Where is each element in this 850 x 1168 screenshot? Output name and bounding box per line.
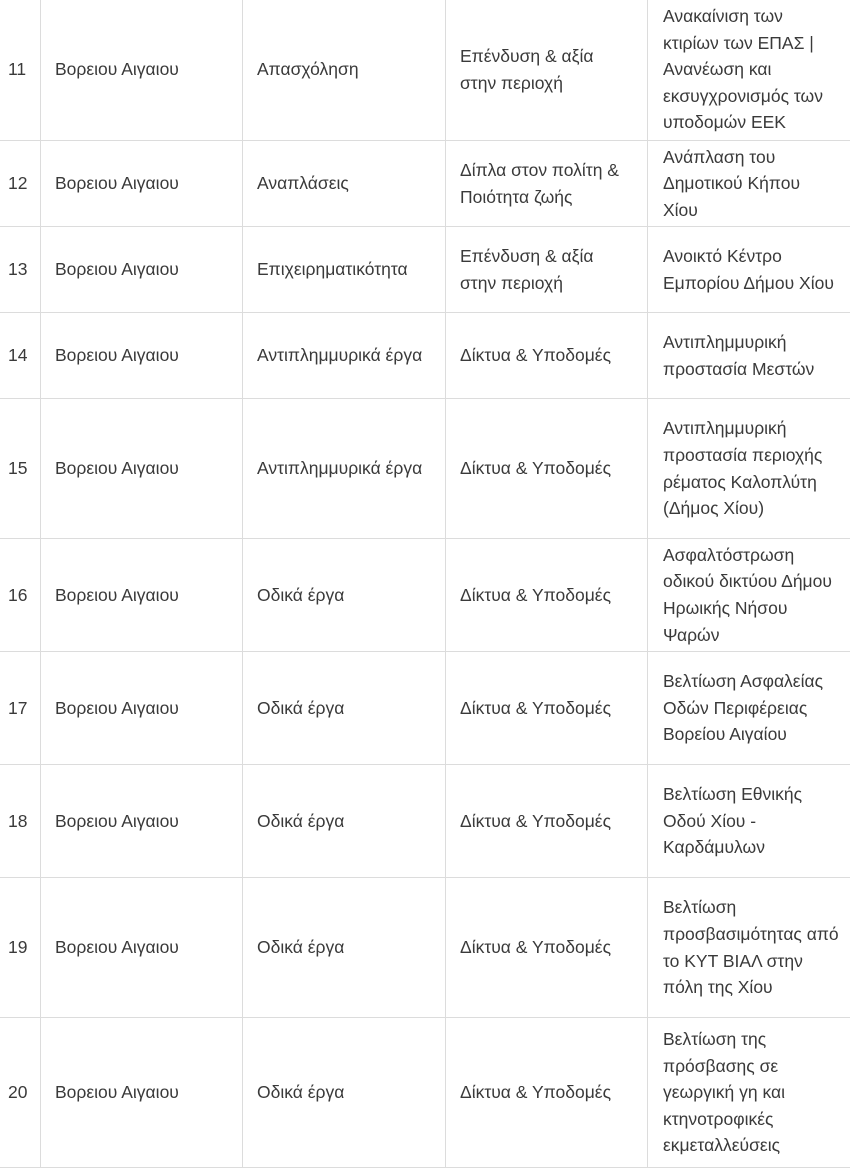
- region-cell: Βορειου Αιγαιου: [41, 227, 243, 313]
- project-title-cell: Αντιπλημμυρική προστασία περιοχής ρέματος Καλοπλύτη (Δήμος Χίου): [648, 399, 850, 539]
- category-cell: Αναπλάσεις: [243, 141, 446, 227]
- row-number: 11: [0, 0, 41, 141]
- axis-cell: Δίκτυα & Υποδομές: [446, 399, 648, 539]
- row-number: 13: [0, 227, 41, 313]
- category-cell: Επιχειρηματικότητα: [243, 227, 446, 313]
- row-number: 19: [0, 878, 41, 1018]
- table-row: [0, 313, 850, 399]
- table-row: [0, 0, 850, 141]
- row-number: 14: [0, 313, 41, 399]
- category-cell: Αντιπλημμυρικά έργα: [243, 399, 446, 539]
- row-number: 12: [0, 141, 41, 227]
- region-cell: Βορειου Αιγαιου: [41, 1018, 243, 1168]
- region-cell: Βορειου Αιγαιου: [41, 141, 243, 227]
- table-row: [0, 227, 850, 313]
- axis-cell: Δίκτυα & Υποδομές: [446, 539, 648, 652]
- axis-cell: Δίκτυα & Υποδομές: [446, 652, 648, 765]
- row-number: 20: [0, 1018, 41, 1168]
- table-row: [0, 1018, 850, 1168]
- table-row: [0, 141, 850, 227]
- project-title-cell: Ασφαλτόστρωση οδικού δικτύου Δήμου Ηρωικής Νήσου Ψαρών: [648, 539, 850, 652]
- axis-cell: Επένδυση & αξία στην περιοχή: [446, 227, 648, 313]
- region-cell: Βορειου Αιγαιου: [41, 399, 243, 539]
- table-row: [0, 399, 850, 539]
- row-number: 15: [0, 399, 41, 539]
- region-cell: Βορειου Αιγαιου: [41, 652, 243, 765]
- project-title-cell: Βελτίωση Εθνικής Οδού Χίου - Καρδάμυλων: [648, 765, 850, 878]
- category-cell: Οδικά έργα: [243, 878, 446, 1018]
- category-cell: Οδικά έργα: [243, 1018, 446, 1168]
- row-number: 17: [0, 652, 41, 765]
- region-cell: Βορειου Αιγαιου: [41, 0, 243, 141]
- project-title-cell: Ανάπλαση του Δημοτικού Κήπου Χίου: [648, 141, 850, 227]
- category-cell: Οδικά έργα: [243, 539, 446, 652]
- axis-cell: Επένδυση & αξία στην περιοχή: [446, 0, 648, 141]
- region-cell: Βορειου Αιγαιου: [41, 539, 243, 652]
- project-title-cell: Βελτίωση της πρόσβασης σε γεωργική γη και κτηνοτροφικές εκμεταλλεύσεις: [648, 1018, 850, 1168]
- project-title-cell: Ανοικτό Κέντρο Εμπορίου Δήμου Χίου: [648, 227, 850, 313]
- region-cell: Βορειου Αιγαιου: [41, 313, 243, 399]
- axis-cell: Δίκτυα & Υποδομές: [446, 765, 648, 878]
- project-title-cell: Αντιπλημμυρική προστασία Μεστών: [648, 313, 850, 399]
- category-cell: Οδικά έργα: [243, 652, 446, 765]
- table-row: [0, 539, 850, 652]
- axis-cell: Δίκτυα & Υποδομές: [446, 313, 648, 399]
- table-row: [0, 652, 850, 765]
- row-number: 18: [0, 765, 41, 878]
- category-cell: Αντιπλημμυρικά έργα: [243, 313, 446, 399]
- table-row: [0, 878, 850, 1018]
- region-cell: Βορειου Αιγαιου: [41, 878, 243, 1018]
- axis-cell: Δίκτυα & Υποδομές: [446, 878, 648, 1018]
- table-row: [0, 765, 850, 878]
- category-cell: Απασχόληση: [243, 0, 446, 141]
- region-cell: Βορειου Αιγαιου: [41, 765, 243, 878]
- project-title-cell: Βελτίωση προσβασιμότητας από το ΚΥΤ ΒΙΑΛ στην πόλη της Χίου: [648, 878, 850, 1018]
- category-cell: Οδικά έργα: [243, 765, 446, 878]
- axis-cell: Δίπλα στον πολίτη & Ποιότητα ζωής: [446, 141, 648, 227]
- row-number: 16: [0, 539, 41, 652]
- project-title-cell: Ανακαίνιση των κτιρίων των ΕΠΑΣ | Ανανέωση και εκσυγχρονισμός των υποδομών ΕΕΚ: [648, 0, 850, 141]
- axis-cell: Δίκτυα & Υποδομές: [446, 1018, 648, 1168]
- project-title-cell: Βελτίωση Ασφαλείας Οδών Περιφέρειας Βορείου Αιγαίου: [648, 652, 850, 765]
